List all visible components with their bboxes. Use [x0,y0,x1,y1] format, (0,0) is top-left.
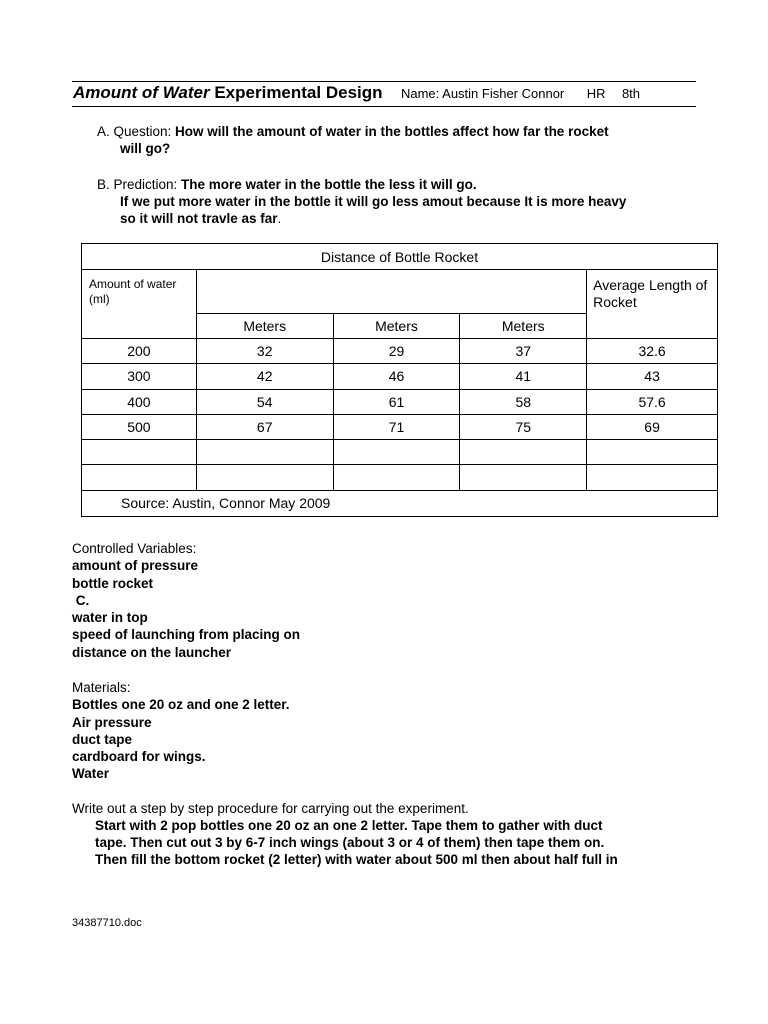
materials [72,679,290,783]
amount-cell: 400 [82,389,197,414]
distance-table [81,243,718,517]
trial-cell: 29 [333,339,460,364]
table-row [82,339,718,364]
amount-header: Amount of water (ml) [82,270,197,339]
controlled-heading: Controlled Variables: [72,541,197,556]
prediction-text-3: so it will not travle as far [120,211,278,226]
material-item: Water [72,766,110,782]
prediction-text-2: If we put more water in the bottle it will go less amout because It is more heavy [120,194,627,209]
table-row [82,389,718,414]
trial-header: Meters [333,313,460,338]
average-cell: 32.6 [587,339,718,364]
hr-label: HR [586,86,606,101]
controlled-variables [72,540,300,661]
material-item: Bottles one 20 oz and one 2 letter. [72,697,290,713]
average-cell: 69 [587,414,718,439]
controlled-item: C. [72,592,90,608]
procedure [72,800,712,868]
trial-header: Meters [460,313,587,338]
table-row [82,414,718,439]
grade: 8th [621,86,641,101]
header-row [73,83,696,107]
empty-row [82,440,718,465]
controlled-item: water in top [72,610,148,626]
prediction-label: B. Prediction: [97,177,182,192]
trial-cell: 58 [460,389,587,414]
procedure-heading: Write out a step by step procedure for carrying out the experiment. [72,801,469,816]
amount-cell: 300 [82,364,197,389]
controlled-item: speed of launching from placing on [72,627,301,643]
top-rule [72,81,696,82]
procedure-line: tape. Then cut out 3 by 6-7 inch wings (about 3 or 4 of them) then tape them on. [95,835,605,850]
trial-cell: 42 [196,364,333,389]
procedure-line: Then fill the bottom rocket (2 letter) with water about 500 ml then about half full in [95,852,618,867]
trial-cell: 41 [460,364,587,389]
table-title: Distance of Bottle Rocket [82,244,718,270]
material-item: Air pressure [72,714,152,730]
trial-cell: 54 [196,389,333,414]
amount-cell: 200 [82,339,197,364]
materials-heading: Materials: [72,680,131,695]
table-row [82,364,718,389]
controlled-item: distance on the launcher [72,644,232,660]
table-source: Source: Austin, Connor May 2009 [82,490,718,516]
footer-filename: 34387710.doc [72,917,142,929]
title-rest: Experimental Design [209,83,383,102]
question-section [97,123,609,157]
question-text-2: will go? [120,141,171,156]
material-item: cardboard for wings. [72,749,206,765]
procedure-line: Start with 2 pop bottles one 20 oz an one 2 letter. Tape them to gather with duct [95,818,603,833]
controlled-item: amount of pressure [72,558,199,574]
material-item: duct tape [72,731,133,747]
trial-header: Meters [196,313,333,338]
empty-row [82,465,718,490]
average-cell: 43 [587,364,718,389]
trial-cell: 37 [460,339,587,364]
average-header: Average Length of Rocket [587,270,718,339]
prediction-text-1: The more water in the bottle the less it will go. [181,177,477,192]
title-underline [72,106,696,107]
trial-cell: 61 [333,389,460,414]
amount-cell: 500 [82,414,197,439]
trial-cell: 75 [460,414,587,439]
prediction-section [97,176,626,227]
question-label: A. Question: [97,124,176,139]
trial-cell: 67 [196,414,333,439]
trial-cell: 71 [333,414,460,439]
trial-cell: 32 [196,339,333,364]
average-cell: 57.6 [587,389,718,414]
student-name: Name: Austin Fisher Connor [400,86,565,101]
controlled-item: bottle rocket [72,575,154,591]
trial-header-blank [196,270,586,313]
title-italic: Amount of Water [73,83,210,102]
prediction-period: . [277,211,282,226]
question-text-1: How will the amount of water in the bottles affect how far the rocket [175,124,609,139]
trial-cell: 46 [333,364,460,389]
